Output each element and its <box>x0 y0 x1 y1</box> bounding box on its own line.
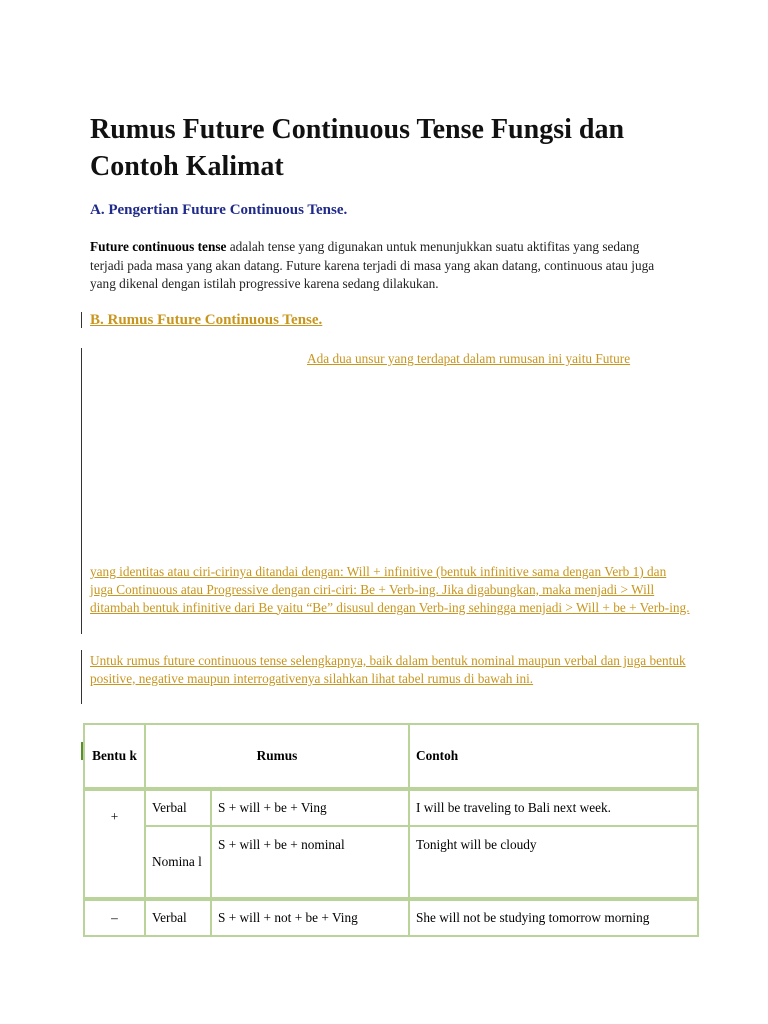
section-a-paragraph <box>90 238 670 294</box>
definition-text: adalah tense yang digunakan untuk menunjukkan suatu aktifitas yang sedang terjadi pada masa yang akan datang. Future karena terjadi di masa yang akan datang, continuous atau juga yang dikenal dengan istilah progressive karena sedang dilakukan. <box>90 239 655 291</box>
rumus-cell: S + will + be + Ving <box>211 789 409 826</box>
section-b-paragraph-1: yang identitas atau ciri-cirinya ditandai dengan: Will + infinitive (bentuk infinitive sama dengan Verb 1) dan juga Continuous atau Progressive dengan ciri-ciri: Be + Verb-ing. Jika digabungkan, maka menjadi > Will ditambah bentuk infinitive dari Be yaitu “Be” disusul dengan Verb-ing sehingga menjadi > Will + be + Verb-ing. <box>90 564 690 615</box>
table-row <box>84 826 698 899</box>
bentuk-positive: + <box>84 789 145 899</box>
margin-bar <box>81 312 82 328</box>
contoh-cell: Tonight will be cloudy <box>409 826 698 899</box>
header-bentuk: Bentu k <box>84 724 145 789</box>
table-header-row <box>84 724 698 789</box>
contoh-cell: I will be traveling to Bali next week. <box>409 789 698 826</box>
header-rumus: Rumus <box>145 724 409 789</box>
table-row <box>84 789 698 826</box>
section-b-heading: B. Rumus Future Continuous Tense. <box>90 312 323 328</box>
type-cell: Nomina l <box>145 826 211 899</box>
table-row <box>84 899 698 936</box>
header-contoh: Contoh <box>409 724 698 789</box>
term-bold: Future continuous tense <box>90 239 227 254</box>
section-b-first-line: Ada dua unsur yang terdapat dalam rumusan ini yaitu Future <box>307 351 631 366</box>
bentuk-negative: – <box>84 899 145 936</box>
rumus-cell: S + will + not + be + Ving <box>211 899 409 936</box>
type-cell: Verbal <box>145 789 211 826</box>
rumus-cell: S + will + be + nominal <box>211 826 409 899</box>
margin-bar <box>81 650 82 704</box>
page-title: Rumus Future Continuous Tense Fungsi dan Contoh Kalimat <box>90 114 625 182</box>
section-a-heading: A. Pengertian Future Continuous Tense. <box>90 202 348 218</box>
formula-table <box>83 723 699 937</box>
section-b-paragraph-2: Untuk rumus future continuous tense selengkapnya, baik dalam bentuk nominal maupun verbal dan juga bentuk positive, negative maupun interrogativenya silahkan lihat tabel rumus di bawah ini. <box>90 653 686 686</box>
type-cell: Verbal <box>145 899 211 936</box>
contoh-cell: She will not be studying tomorrow morning <box>409 899 698 936</box>
margin-bar <box>81 348 82 634</box>
